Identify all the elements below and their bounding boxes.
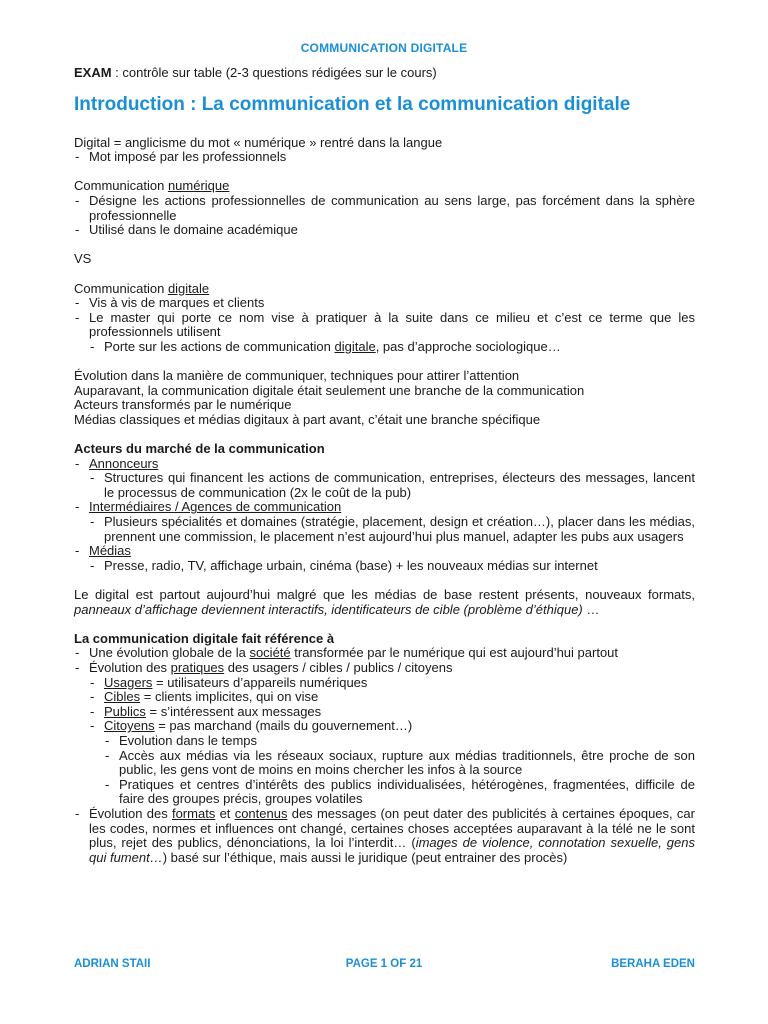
- list-item: - Citoyens = pas marchand (mails du gouvernement…): [74, 719, 695, 734]
- evolution-line: Acteurs transformés par le numérique: [74, 397, 292, 413]
- list-item: - Vis à vis de marques et clients: [74, 296, 695, 311]
- list-item: - Publics = s’intéressent aux messages: [74, 705, 695, 720]
- page-content: [74, 66, 695, 865]
- list-item: - Evolution dans le temps: [74, 734, 695, 749]
- numerique-heading: Communication numérique: [74, 178, 230, 194]
- page-title: Introduction : La communication et la communication digitale: [74, 93, 631, 115]
- list-item: - Mot imposé par les professionnels: [74, 150, 695, 165]
- list-item: - Presse, radio, TV, affichage urbain, cinéma (base) + les nouveaux médias sur internet: [74, 559, 695, 574]
- vs-text: VS: [74, 251, 92, 267]
- reference-heading: La communication digitale fait référence à: [74, 630, 335, 646]
- acteurs-heading: Acteurs du marché de la communication: [74, 441, 325, 457]
- list-item: - Plusieurs spécialités et domaines (stratégie, placement, design et création…), placer dans les médias, prennent une commission, le placement n’est aujourd’hui plus manuel, adapter les pubs aux usagers: [74, 515, 695, 544]
- list-item: - Désigne les actions professionnelles de communication au sens large, pas forcément dans la sphère professionnelle: [74, 194, 695, 223]
- list-item: - Évolution des formats et contenus des messages (on peut dater des publicités à certaines époques, car les codes, normes et influences ont changé, certaines choses acceptées auparavant à la télé ne le sont plus, rejet des publics, dénonciations, la loi l’interdit… (images de violence, connotation sexuelle, gens qui fument…) basé sur l’éthique, mais aussi le juridique (peut entrainer des procès): [74, 807, 695, 865]
- digital-definition: Digital = anglicisme du mot « numérique » rentré dans la langue: [74, 134, 443, 150]
- exam-line: [74, 66, 695, 81]
- list-item: - Accès aux médias via les réseaux sociaux, rupture aux médias traditionnels, être proche de son public, les gens vont de moins en moins chercher les infos à la source: [74, 749, 695, 778]
- list-item: - Le master qui porte ce nom vise à pratiquer à la suite dans ce milieu et c’est ce terme que les professionnels utilisent: [74, 311, 695, 340]
- running-header: COMMUNICATION DIGITALE: [300, 41, 468, 55]
- digital-paragraph: Le digital est partout aujourd’hui malgré que les médias de base restent présents, nouveaux formats, panneaux d’affichage deviennent interactifs, identificateurs de cible (problème d’éthique) …: [74, 587, 695, 617]
- list-item: - Intermédiaires / Agences de communication: [74, 500, 695, 515]
- list-item: - Cibles = clients implicites, qui on vise: [74, 690, 695, 705]
- evolution-line: Auparavant, la communication digitale était seulement une branche de la communication: [74, 382, 585, 398]
- digitale-heading: Communication digitale: [74, 280, 210, 296]
- list-item: - Pratiques et centres d’intérêts des publics individualisées, hétérogènes, fragmentées, difficile de faire des groupes précis, groupes volatiles: [74, 778, 695, 807]
- footer-page-number: PAGE 1 OF 21: [345, 958, 423, 970]
- footer-author-right: BERAHA EDEN: [611, 958, 695, 970]
- footer-author-left: ADRIAN STAII: [74, 958, 151, 970]
- list-item: - Médias: [74, 544, 695, 559]
- list-item: - Usagers = utilisateurs d’appareils numériques: [74, 676, 695, 691]
- list-item: - Annonceurs: [74, 457, 695, 472]
- list-item: - Une évolution globale de la société transformée par le numérique qui est aujourd’hui partout: [74, 646, 695, 661]
- exam-label: EXAM: [74, 65, 112, 80]
- evolution-line: Évolution dans la manière de communiquer, techniques pour attirer l’attention: [74, 368, 520, 384]
- evolution-line: Médias classiques et médias digitaux à part avant, c’était une branche spécifique: [74, 411, 541, 427]
- list-item: - Évolution des pratiques des usagers / cibles / publics / citoyens: [74, 661, 695, 676]
- list-item: - Structures qui financent les actions de communication, entreprises, électeurs des messages, lancent le processus de communication (2x le coût de la pub): [74, 471, 695, 500]
- list-item: - Utilisé dans le domaine académique: [74, 223, 695, 238]
- exam-text: : contrôle sur table (2-3 questions rédigées sur le cours): [111, 65, 437, 80]
- list-item: - Porte sur les actions de communication digitale, pas d’approche sociologique…: [74, 340, 695, 355]
